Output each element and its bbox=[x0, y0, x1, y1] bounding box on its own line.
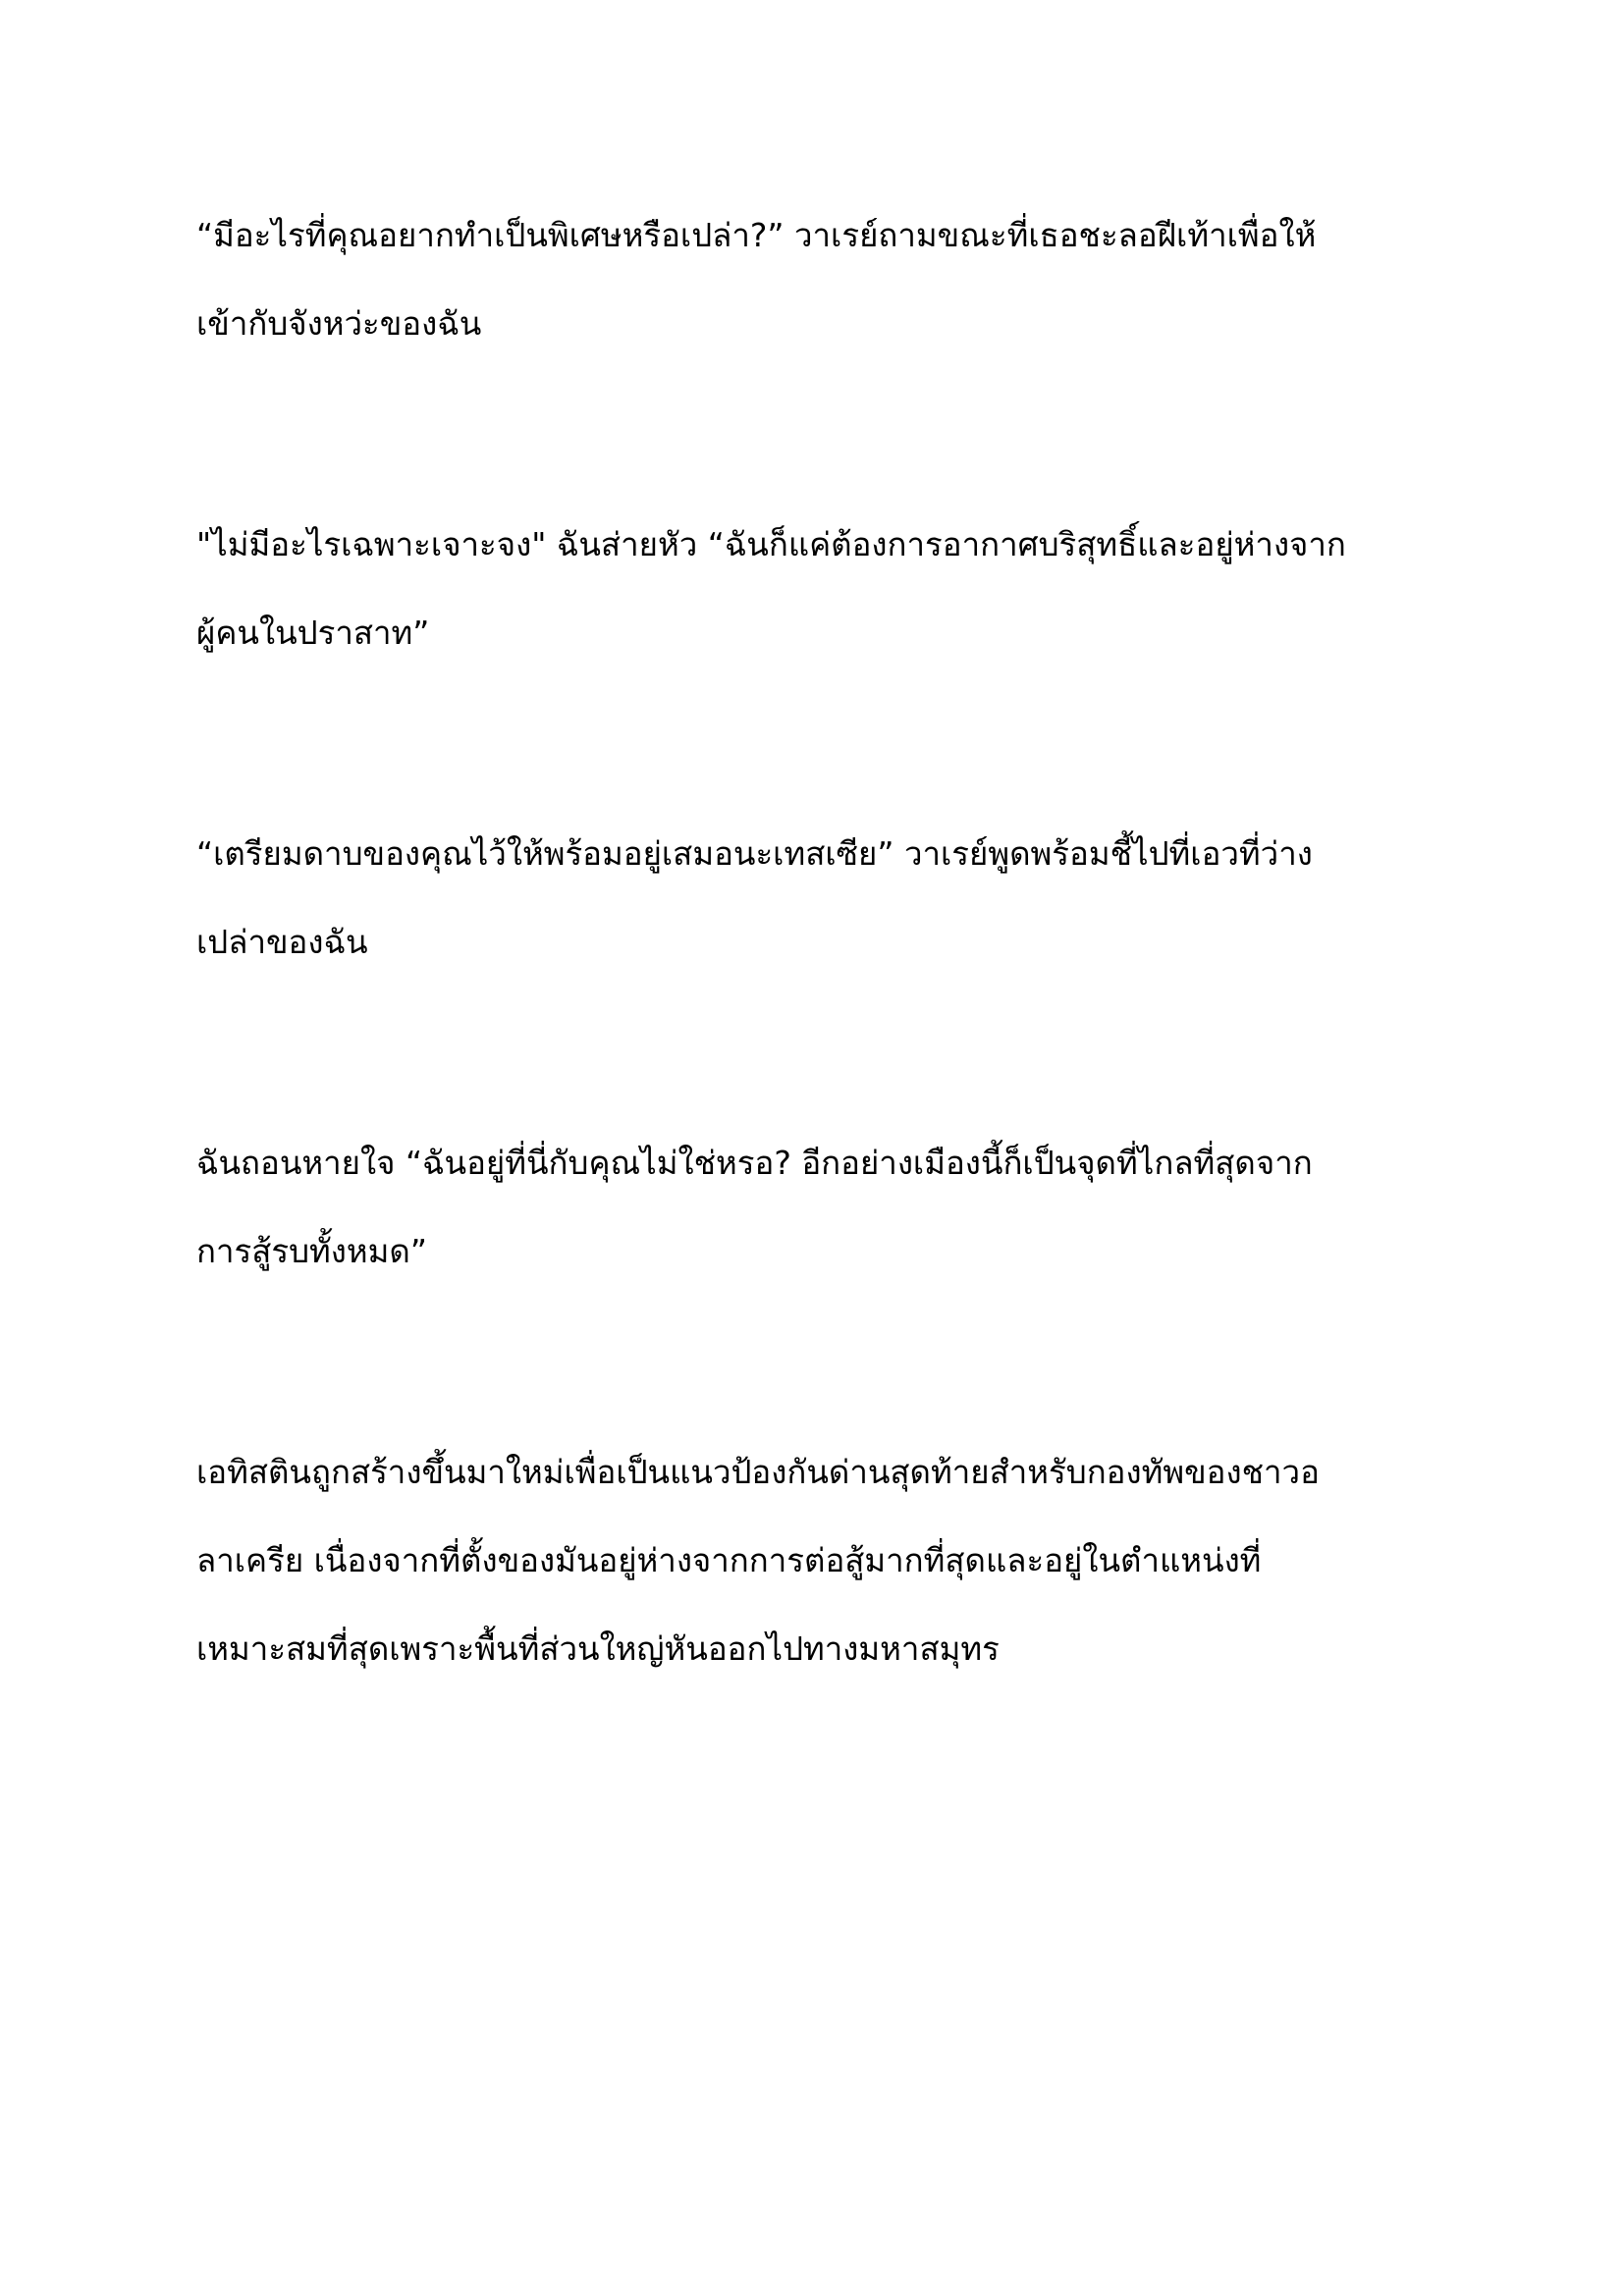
paragraph-1 bbox=[196, 191, 1463, 368]
paragraph-line: เอทิสตินถูกสร้างขึ้นมาใหม่เพื่อเป็นแนวป้องกันด่านสุดท้ายสำหรับกองทัพของชาวอ bbox=[196, 1453, 1320, 1491]
paragraph-line: เหมาะสมที่สุดเพราะพื้นที่ส่วนใหญ่หันออกไปทางมหาสมุทร bbox=[196, 1629, 1000, 1668]
paragraph-line: “เตรียมดาบของคุณไว้ให้พร้อมอยู่เสมอนะเทสเซีย” วาเรย์พูดพร้อมชี้ไปที่เอวที่ว่าง bbox=[196, 834, 1313, 873]
paragraph-line: การสู้รบทั้งหมด” bbox=[196, 1232, 427, 1270]
paragraph-line: “มีอะไรที่คุณอยากทำเป็นพิเศษหรือเปล่า?” วาเรย์ถามขณะที่เธอชะลอฝีเท้าเพื่อให้ bbox=[196, 216, 1317, 254]
paragraph-line: ลาเครีย เนื่องจากที่ตั้งของมันอยู่ห่างจากการต่อสู้มากที่สุดและอยู่ในตำแหน่งที่ bbox=[196, 1541, 1262, 1579]
paragraph-line: "ไม่มีอะไรเฉพาะเจาะจง" ฉันส่ายหัว “ฉันก็แค่ต้องการอากาศบริสุทธิ์และอยู่ห่างจาก bbox=[196, 525, 1346, 563]
paragraph-line: ฉันถอนหายใจ “ฉันอยู่ที่นี่กับคุณไม่ใช่หรอ? อีกอย่างเมืองนี้ก็เป็นจุดที่ไกลที่สุดจาก bbox=[196, 1144, 1313, 1182]
paragraph-4 bbox=[196, 1119, 1463, 1296]
paragraph-line: เปล่าของฉัน bbox=[196, 923, 368, 961]
paragraph-3 bbox=[196, 810, 1463, 987]
paragraph-5 bbox=[196, 1428, 1463, 1693]
paragraph-line: เข้ากับจังหว่ะของฉัน bbox=[196, 304, 482, 343]
paragraph-2 bbox=[196, 501, 1463, 677]
paragraph-line: ผู้คนในปราสาท” bbox=[196, 614, 430, 652]
